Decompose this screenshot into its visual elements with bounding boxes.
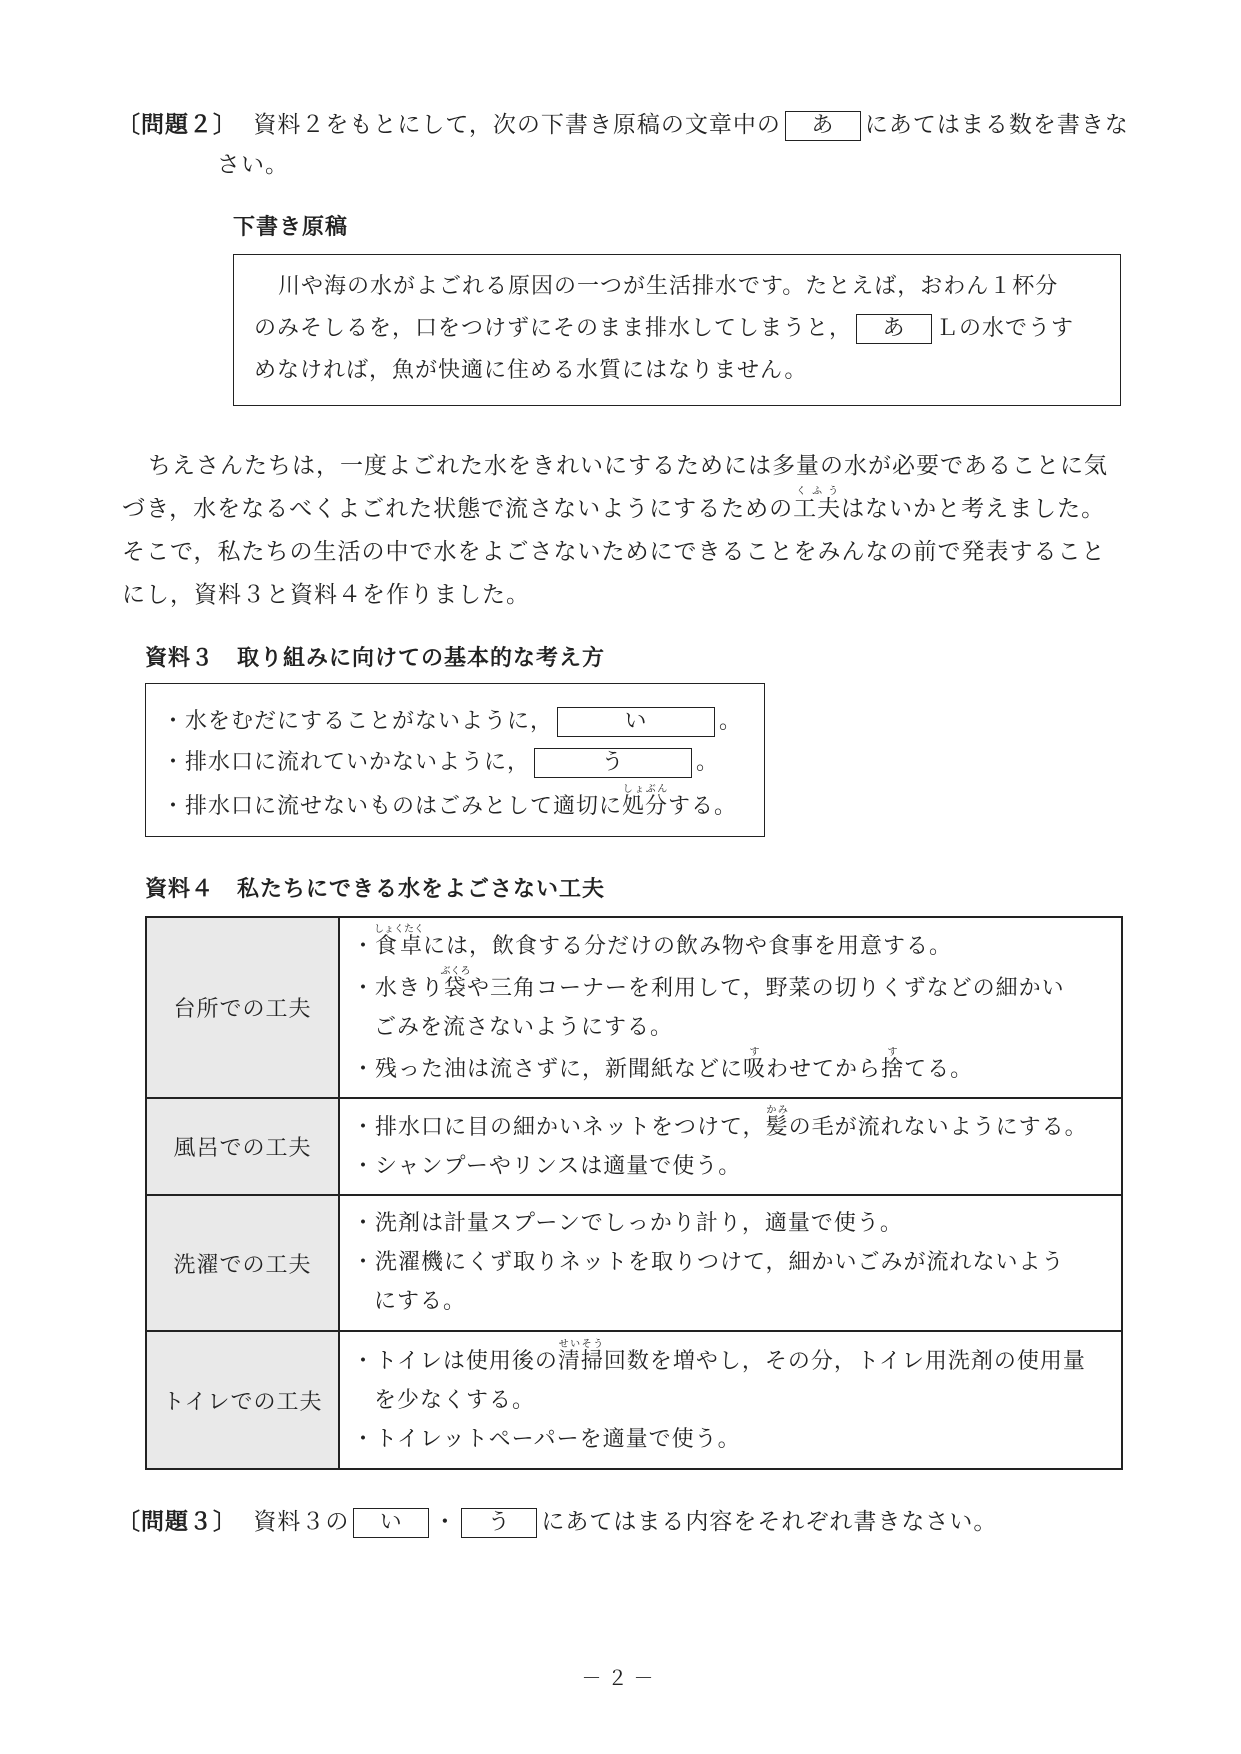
row-content-kitchen	[339, 917, 1122, 1098]
ruby-fukuro	[440, 966, 471, 1001]
list-item-text: ・残った油は流さずに，新聞紙などに	[352, 1057, 744, 1082]
ruby-kufu	[793, 486, 842, 522]
list-item: ・トイレットペーパーを適量で使う。	[352, 1427, 741, 1452]
list-item-continued: ごみを流さないようにする。	[374, 1015, 674, 1040]
ruby-base: 捨	[881, 1057, 905, 1082]
question-3-text-end: にあてはまる内容をそれぞれ書きなさい。	[541, 1509, 998, 1535]
ruby-reading: ぶくろ	[440, 966, 471, 977]
material-3-item-3	[162, 784, 737, 826]
paragraph-line-2	[122, 486, 1105, 531]
list-item-text: には，飲食する分だけの飲み物や食事を用意する。	[423, 934, 953, 959]
list-item: ・シャンプーやリンスは適量で使う。	[352, 1154, 742, 1179]
draft-line-3: めなければ，魚が快適に住める水質にはなりません。	[254, 358, 808, 383]
table-row	[146, 917, 1122, 1098]
row-content-bath	[339, 1098, 1122, 1195]
bullet: ・	[352, 934, 376, 959]
question-3-label: 〔問題３〕	[117, 1509, 237, 1535]
list-item	[352, 1105, 1113, 1147]
list-item: ・洗濯機にくず取りネットを取りつけて，細かいごみが流れないよう	[352, 1249, 1065, 1275]
table-row	[146, 1331, 1122, 1469]
material-3-item-2-text: ・排水口に流れていかないように，	[162, 750, 531, 775]
list-item-continued: を少なくする。	[374, 1388, 536, 1413]
row-content-toilet	[339, 1331, 1122, 1469]
row-head-kitchen: 台所での工夫	[146, 917, 339, 1098]
material-3-item-1-end: 。	[719, 709, 743, 734]
draft-line-2	[254, 307, 1074, 351]
draft-line-1: 川や海の水がよごれる原因の一つが生活排水です。たとえば，おわん１杯分	[278, 274, 1059, 299]
row-head-bath: 風呂での工夫	[146, 1098, 339, 1195]
ruby-base: 袋	[440, 976, 471, 1001]
material-3-item-1	[162, 702, 742, 741]
ruby-base: 食卓	[374, 934, 425, 959]
row-content-laundry	[339, 1195, 1122, 1331]
material-3-box	[145, 683, 765, 837]
question-2	[117, 103, 1129, 147]
list-item	[352, 924, 1113, 966]
material-3-item-2-end: 。	[696, 750, 720, 775]
material-3-item-1-text: ・水をむだにすることがないように，	[162, 709, 554, 734]
ruby-reading: す	[881, 1047, 905, 1058]
draft-blank-a[interactable]: あ	[856, 314, 932, 344]
list-item-text: や三角コーナーを利用して，野菜の切りくずなどの細かい	[467, 976, 1065, 1001]
ruby-reading: かみ	[765, 1105, 789, 1116]
question-3	[117, 1500, 997, 1544]
ruby-shokutaku	[374, 924, 425, 959]
ruby-reading: しょくたく	[374, 924, 425, 935]
material-3-item-3-text: ・排水口に流せないものはごみとして適切に	[162, 794, 623, 819]
page-number: －２－	[581, 1666, 660, 1690]
table-row	[146, 1195, 1122, 1331]
ruby-base: 吸	[743, 1057, 767, 1082]
ruby-shobun-base: 処分	[622, 794, 669, 819]
paragraph-line-2-text-end: はないかと考えました。	[841, 496, 1106, 522]
ruby-reading: せいそう	[557, 1339, 604, 1350]
list-item-text: てる。	[904, 1057, 974, 1082]
material-4-title: 資料４ 私たちにできる水をよごさない工夫	[145, 877, 606, 902]
ruby-kufu-reading: くふう	[793, 486, 842, 497]
draft-line-2-text-end: Ｌの水でうす	[936, 316, 1075, 341]
table-row	[146, 1098, 1122, 1195]
ruby-base: 髪	[765, 1115, 789, 1140]
list-item-text: の毛が流れないようにする。	[788, 1115, 1088, 1140]
list-item	[352, 966, 1113, 1008]
list-item-continued: にする。	[374, 1288, 467, 1314]
list-item-text: ・水きり	[352, 976, 445, 1001]
ruby-base: 清掃	[557, 1349, 604, 1374]
list-item-text: 回数を増やし，その分，トイレ用洗剤の使用量	[603, 1349, 1086, 1374]
paragraph-line-2-text: づき，水をなるべくよごれた状態で流さないようにするための	[122, 496, 794, 522]
ruby-reading: す	[743, 1047, 767, 1058]
ruby-kufu-base: 工夫	[793, 496, 842, 522]
list-item-text: ・トイレは使用後の	[352, 1349, 558, 1374]
question-3-text: 資料３の	[253, 1509, 350, 1535]
question-2-label: 〔問題２〕	[117, 112, 237, 138]
ruby-su-2	[881, 1047, 905, 1082]
question-2-text: 資料２をもとにして，次の下書き原稿の文章中の	[253, 112, 781, 138]
ruby-kami	[765, 1105, 789, 1140]
row-head-laundry: 洗濯での工夫	[146, 1195, 339, 1331]
question-2-text-line2: さい。	[217, 152, 289, 178]
blank-u-ref[interactable]: う	[461, 1508, 537, 1538]
paragraph-line-1: ちえさんたちは，一度よごれた水をきれいにするためには多量の水が必要であることに気	[148, 453, 1108, 479]
list-item	[352, 1339, 1113, 1381]
blank-i[interactable]: い	[557, 707, 715, 737]
material-3-item-3-end: する。	[668, 794, 738, 819]
ruby-shobun-reading: しょぶん	[622, 784, 669, 795]
material-3-title: 資料３ 取り組みに向けての基本的な考え方	[145, 646, 606, 671]
list-item	[352, 1047, 1113, 1089]
list-item: ・洗剤は計量スプーンでしっかり計り，適量で使う。	[352, 1210, 903, 1236]
ruby-su	[743, 1047, 767, 1082]
separator: ・	[433, 1509, 458, 1535]
material-4-table	[145, 916, 1123, 1470]
material-3-item-2	[162, 743, 719, 782]
row-head-toilet: トイレでの工夫	[146, 1331, 339, 1469]
blank-i-ref[interactable]: い	[353, 1508, 429, 1538]
list-item-text: わせてから	[766, 1057, 882, 1082]
blank-u[interactable]: う	[534, 748, 692, 778]
draft-box	[233, 254, 1121, 406]
ruby-shobun	[622, 784, 669, 819]
draft-line-2-text: のみそしるを，口をつけずにそのまま排水してしまうと，	[254, 316, 853, 341]
question-2-text-end: にあてはまる数を書きな	[864, 112, 1129, 138]
blank-a[interactable]: あ	[785, 111, 861, 141]
paragraph-line-3: そこで，私たちの生活の中で水をよごさないためにできることをみんなの前で発表すること	[122, 539, 1106, 565]
list-item-text: ・排水口に目の細かいネットをつけて，	[352, 1115, 766, 1140]
draft-title: 下書き原稿	[233, 215, 349, 240]
ruby-seisou	[557, 1339, 604, 1374]
paragraph-line-4: にし，資料３と資料４を作りました。	[122, 582, 530, 608]
